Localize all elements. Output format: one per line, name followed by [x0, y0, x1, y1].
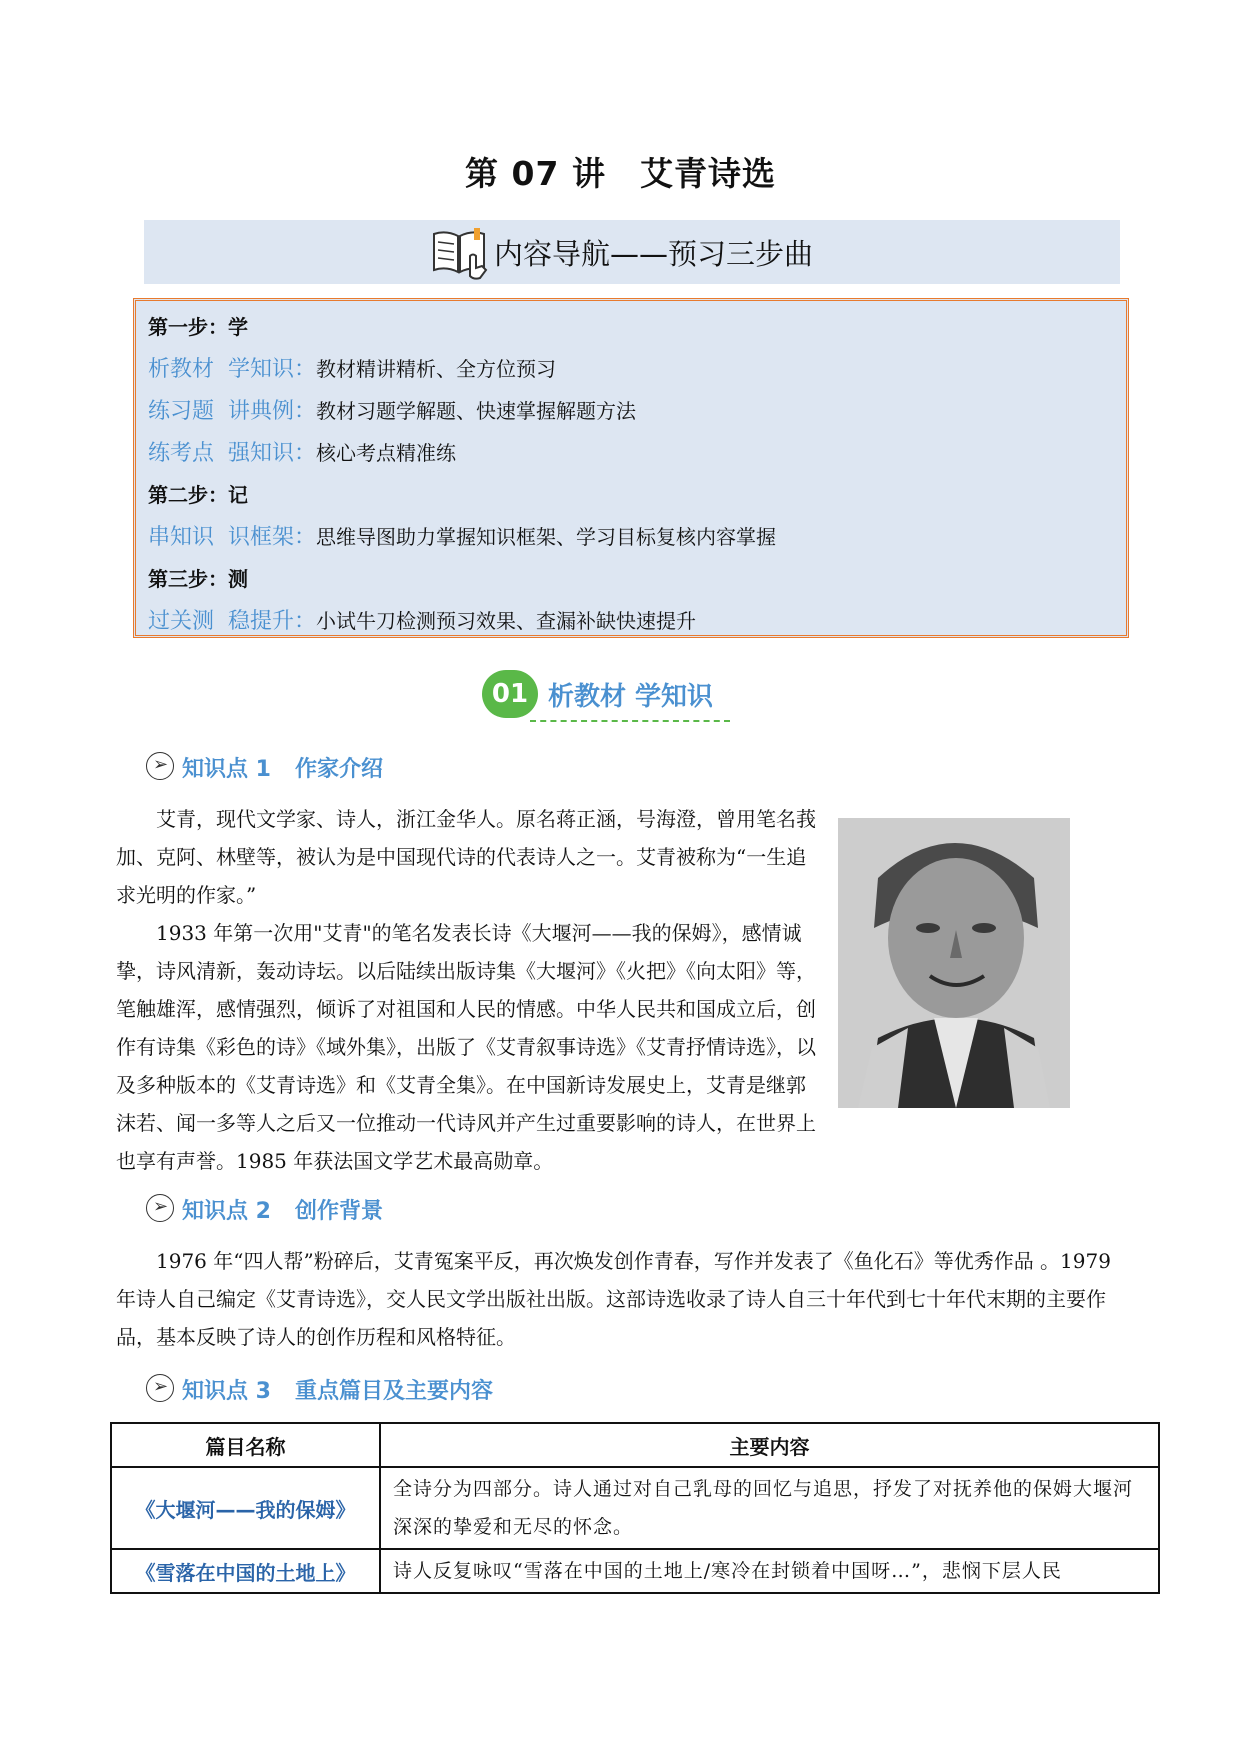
kp2-paragraph: 1976 年“四人帮”粉碎后，艾青冤案平反，再次焕发创作青春，写作并发表了《鱼化石》等优秀作品 。1979 年诗人自己编定《艾青诗选》，交人民文学出版社出版。这部诗选收录了诗人自三十年代到七十年代末期的主要作品，基本反映了诗人的创作历程和风格特征。	[116, 1249, 1111, 1349]
kp3-label: 知识点 3	[182, 1379, 271, 1404]
section-number-badge: 01	[482, 670, 538, 718]
step-item-1-tag-a: 析教材	[148, 357, 215, 382]
kp1-paragraph-2: 1933 年第一次用"艾青"的笔名发表长诗《大堰河——我的保姆》，感情诚挚，诗风清新，轰动诗坛。以后陆续出版诗集《大堰河》《火把》《向太阳》等，笔触雄浑，感情强烈，倾诉了对祖国和人民的情感。中华人民共和国成立后，创作有诗集《彩色的诗》《域外集》，出版了《艾青叙事诗选》《艾青抒情诗选》，以及多种版本的《艾青诗选》和《艾青全集》。在中国新诗发展史上，艾青是继郭沫若、闻一多等人之后又一位推动一代诗风并产生过重要影响的诗人，在世界上也享有声誉。1985 年获法国文学艺术最高勋章。	[116, 921, 816, 1173]
step-item-3-desc: 核心考点精准练	[316, 441, 457, 465]
step-item-4-tag-a: 串知识	[148, 525, 215, 550]
step-item-5-tag-a: 过关测	[148, 609, 215, 634]
step-item-4-tag-b: 识框架：	[228, 525, 317, 550]
step-item-1-desc: 教材精讲精析、全方位预习	[316, 357, 557, 381]
kp1-paragraph-1: 艾青，现代文学家、诗人，浙江金华人。原名蒋正涵，号海澄，曾用笔名莪加、克阿、林壁等，被认为是中国现代诗的代表诗人之一。艾青被称为“一生追求光明的作家。”	[116, 807, 816, 907]
step-item-2-tag-b: 讲典例：	[228, 399, 317, 424]
kp1-title: 作家介绍	[294, 757, 383, 782]
step-3-heading: 第三步：测	[148, 567, 248, 591]
section-title: 析教材 学知识	[548, 682, 714, 712]
step-item-3	[148, 435, 456, 471]
step-item-5-desc: 小试牛刀检测预习效果、查漏补缺快速提升	[316, 609, 697, 633]
work-title: 《雪落在中国的土地上》	[111, 1549, 380, 1593]
table-header-title: 篇目名称	[111, 1423, 380, 1467]
table-header-content: 主要内容	[380, 1423, 1159, 1467]
step-item-1-tag-b: 学知识：	[228, 357, 317, 382]
step-item-4	[148, 519, 776, 555]
book-icon	[430, 222, 492, 286]
step-item-3-tag-b: 强知识：	[228, 441, 317, 466]
kp1-label: 知识点 1	[182, 757, 271, 782]
step-item-4-desc: 思维导图助力掌握知识框架、学习目标复核内容掌握	[316, 525, 777, 549]
kp2-title: 创作背景	[294, 1199, 383, 1224]
step-item-2-tag-a: 练习题	[148, 399, 215, 424]
table-row	[111, 1467, 1159, 1549]
step-item-5-tag-b: 稳提升：	[228, 609, 317, 634]
arrow-circle-icon: ➢	[146, 1194, 174, 1222]
work-summary: 全诗分为四部分。诗人通过对自己乳母的回忆与追思，抒发了对抚养他的保姆大堰河深深的挚爱和无尽的怀念。	[380, 1467, 1159, 1549]
step-item-5	[148, 603, 696, 639]
step-2-heading: 第二步：记	[148, 483, 248, 507]
section-heading	[482, 670, 752, 726]
kp2-label: 知识点 2	[182, 1199, 271, 1224]
lesson-title: 艾青诗选	[639, 154, 776, 193]
work-title: 《大堰河——我的保姆》	[111, 1467, 380, 1549]
arrow-circle-icon: ➢	[146, 752, 174, 780]
step-item-1	[148, 351, 556, 387]
step-item-3-tag-a: 练考点	[148, 441, 215, 466]
step-item-2-desc: 教材习题学解题、快速掌握解题方法	[316, 399, 637, 423]
nav-banner-text: 内容导航——预习三步曲	[494, 237, 814, 271]
nav-banner	[144, 220, 1120, 284]
works-table	[110, 1422, 1160, 1594]
page-title	[0, 148, 1241, 195]
lesson-number: 第 07 讲	[465, 154, 606, 193]
arrow-circle-icon: ➢	[146, 1374, 174, 1402]
table-row	[111, 1549, 1159, 1593]
work-summary: 诗人反复咏叹“雪落在中国的土地上/寒冷在封锁着中国呀…”，悲悯下层人民	[380, 1549, 1159, 1593]
section-divider	[530, 720, 730, 722]
step-item-2	[148, 393, 636, 429]
table-header-row	[111, 1423, 1159, 1467]
steps-box	[133, 298, 1129, 638]
author-photo	[838, 818, 1070, 1108]
step-1-heading: 第一步：学	[148, 315, 248, 339]
kp3-title: 重点篇目及主要内容	[294, 1379, 493, 1404]
